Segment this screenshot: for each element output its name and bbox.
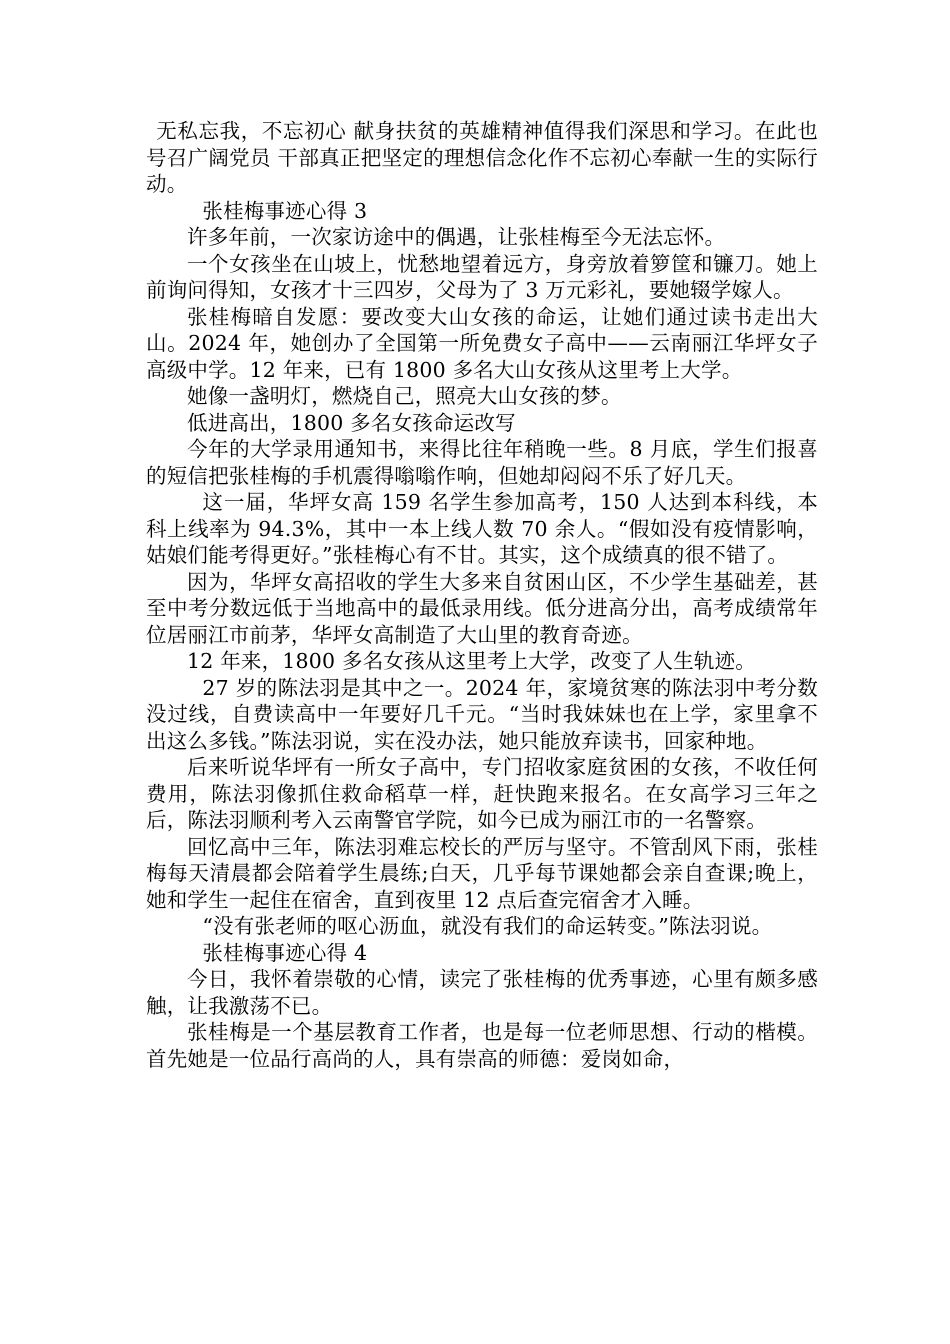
document-body: [146, 118, 818, 1072]
paragraph: 后来听说华坪有一所女子高中，专门招收家庭贫困的女孩，不收任何费用，陈法羽像抓住救命稻草一样，赶快跑来报名。在女高学习三年之后，陈法羽顺利考入云南警官学院，如今已成为丽江市的一名警察。: [146, 755, 818, 832]
section-heading: 张桂梅事迹心得 4: [202, 940, 368, 965]
paragraph: 27 岁的陈法羽是其中之一。2024 年，家境贫寒的陈法羽中考分数没过线，自费读高中一年要好几千元。“当时我妹妹也在上学，家里拿不出这么多钱。”陈法羽说，实在没办法，她只能放弃读书，回家种地。: [146, 675, 818, 753]
paragraph: “没有张老师的呕心沥血，就没有我们的命运转变。”陈法羽说。: [202, 914, 773, 938]
paragraph: 今日，我怀着崇敬的心情，读完了张桂梅的优秀事迹，心里有颇多感触，让我激荡不已。: [146, 967, 818, 1018]
section-subheading: 低进高出，1800 多名女孩命运改写: [187, 410, 516, 435]
paragraph: 张桂梅是一个基层教育工作者，也是每一位老师思想、行动的楷模。首先她是一位品行高尚的人，具有崇高的师德：爱岗如命，: [146, 1020, 818, 1071]
paragraph: 许多年前，一次家访途中的偶遇，让张桂梅至今无法忘怀。: [187, 225, 726, 249]
paragraph: 她像一盏明灯，燃烧自己，照亮大山女孩的梦。: [187, 384, 622, 408]
paragraph: 回忆高中三年，陈法羽难忘校长的严厉与坚守。不管刮风下雨，张桂梅每天清晨都会陪着学生晨练;白天，几乎每节课她都会亲自查课;晚上，她和学生一起住在宿舍，直到夜里 12 点后查完宿舍才入睡。: [146, 834, 818, 912]
paragraph: 这一届，华坪女高 159 名学生参加高考，150 人达到本科线，本科上线率为 94.3%，其中一本上线人数 70 余人。“假如没有疫情影响，姑娘们能考得更好。”张桂梅心有不甘。其实，这个成绩真的很不错了。: [146, 490, 818, 567]
section-heading: 张桂梅事迹心得 3: [202, 198, 368, 223]
paragraph: 今年的大学录用通知书，来得比往年稍晚一些。8 月底，学生们报喜的短信把张桂梅的手机震得嗡嗡作响，但她却闷闷不乐了好几天。: [146, 437, 818, 488]
paragraph: 一个女孩坐在山坡上，忧愁地望着远方，身旁放着箩筐和镰刀。她上前询问得知，女孩才十三四岁，父母为了 3 万元彩礼，要她辍学嫁人。: [146, 251, 818, 302]
paragraph: 张桂梅暗自发愿：要改变大山女孩的命运，让她们通过读书走出大山。2024 年，她创办了全国第一所免费女子高中——云南丽江华坪女子高级中学。12 年来，已有 1800 多名大山女孩从这里考上大学。: [146, 304, 818, 382]
paragraph: 12 年来，1800 多名女孩从这里考上大学，改变了人生轨迹。: [187, 649, 756, 673]
paragraph: 因为，华坪女高招收的学生大多来自贫困山区，不少学生基础差，甚至中考分数远低于当地高中的最低录用线。低分进高分出，高考成绩常年位居丽江市前茅，华坪女高制造了大山里的教育奇迹。: [146, 569, 818, 647]
paragraph: 无私忘我，不忘初心 献身扶贫的英雄精神值得我们深思和学习。在此也号召广阔党员 干部真正把坚定的理想信念化作不忘初心奉献一生的实际行动。: [146, 119, 818, 196]
